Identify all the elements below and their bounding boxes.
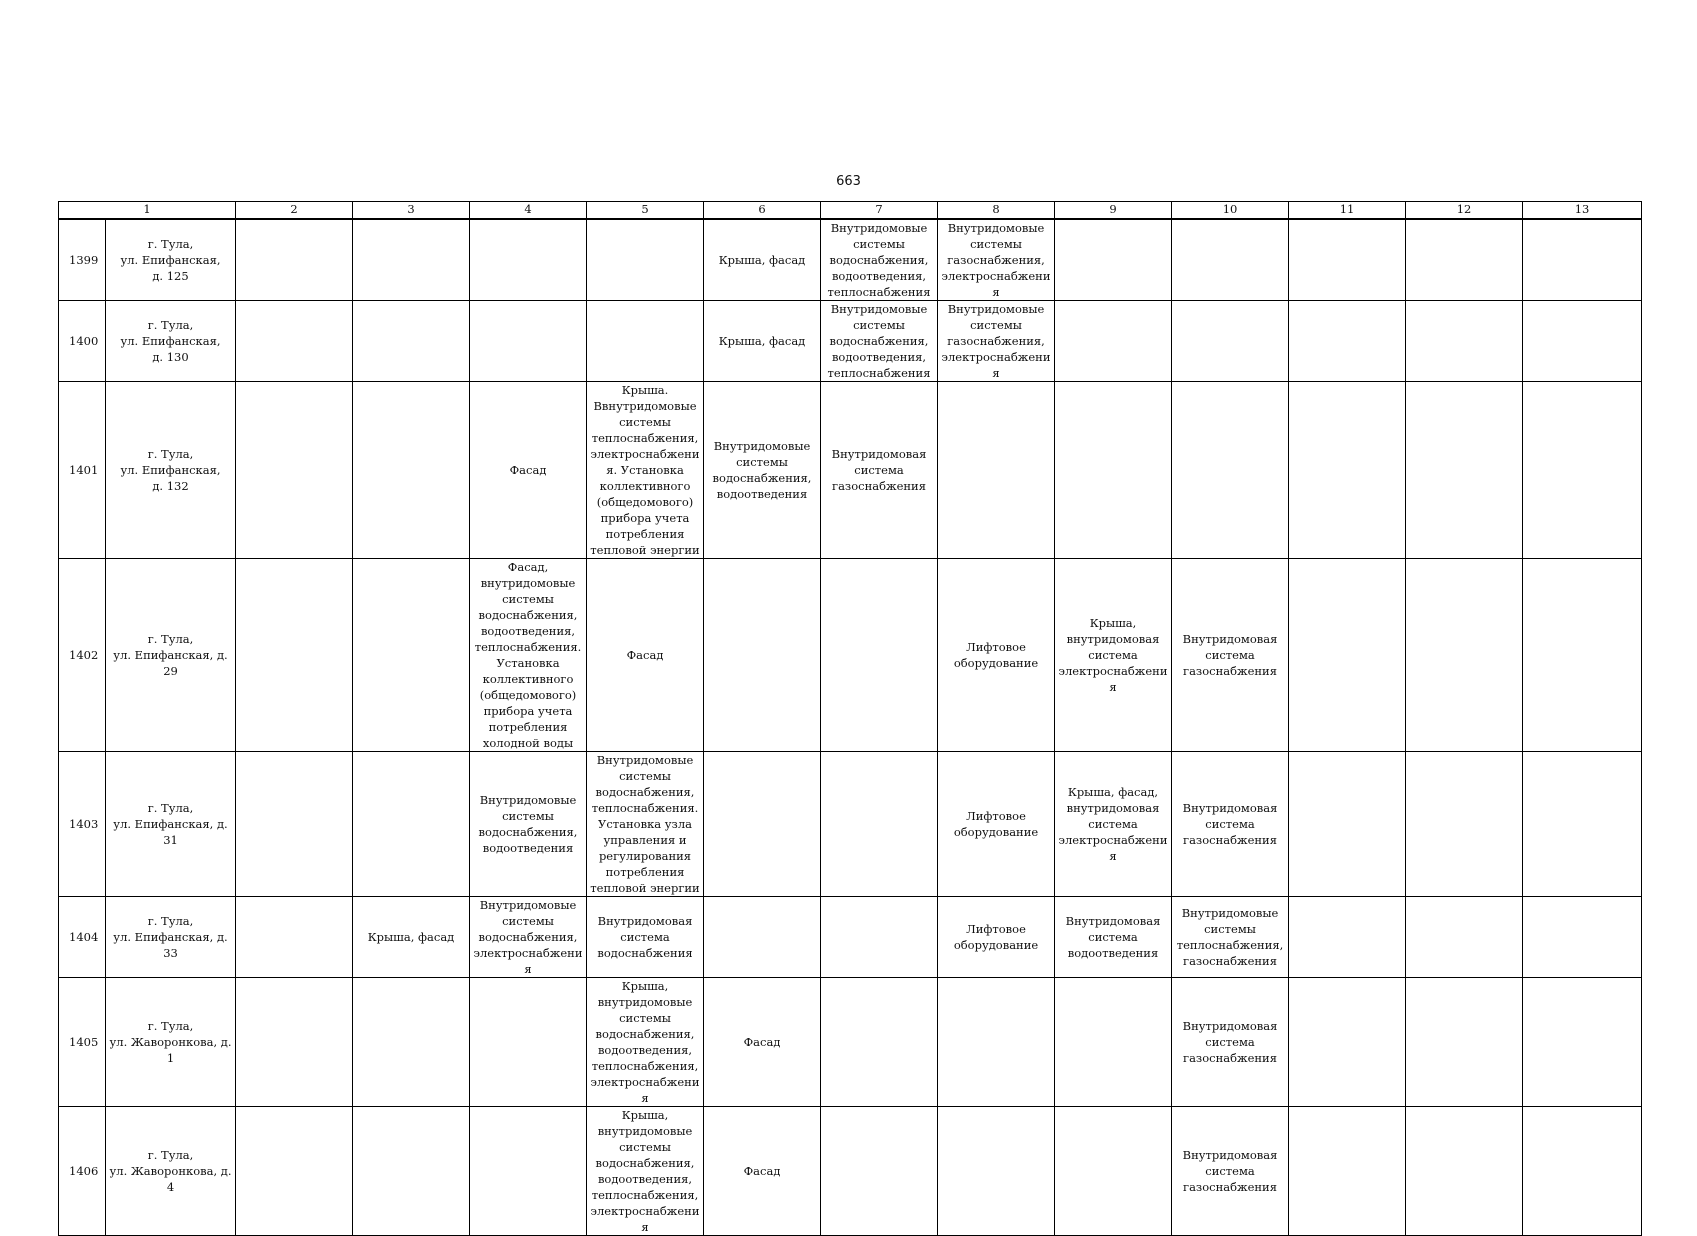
work-type-cell-col-10: Внутридомовая система газоснабжения [1172,752,1289,897]
column-header: 2 [236,202,353,220]
work-type-cell-col-11 [1289,897,1406,978]
work-type-cell-col-6: Фасад [704,1107,821,1236]
work-type-cell-col-3 [353,301,470,382]
work-type-cell-col-2 [236,559,353,752]
work-type-cell-col-9: Внутридомовая система водоотведения [1055,897,1172,978]
table-row [59,219,1642,301]
work-type-cell-col-4 [470,1107,587,1236]
work-type-cell-col-4: Внутридомовые системы водоснабжения, водоотведения [470,752,587,897]
table-row [59,897,1642,978]
work-type-cell-col-13 [1523,559,1642,752]
work-type-cell-col-8: Внутридомовые системы газоснабжения, электроснабжения [938,301,1055,382]
work-type-cell-col-8 [938,1107,1055,1236]
work-type-cell-col-2 [236,301,353,382]
column-header: 4 [470,202,587,220]
column-header: 13 [1523,202,1642,220]
work-type-cell-col-9 [1055,382,1172,559]
work-type-cell-col-6 [704,752,821,897]
address-cell: г. Тула, ул. Жаворонкова, д. 4 [106,1107,236,1236]
work-type-cell-col-6 [704,897,821,978]
work-type-cell-col-6 [704,559,821,752]
column-number-header-row [59,202,1642,220]
work-type-cell-col-5: Крыша, внутридомовые системы водоснабжения, водоотведения, теплоснабжения, электроснабжения [587,1107,704,1236]
column-header: 1 [59,202,236,220]
work-type-cell-col-11 [1289,219,1406,301]
work-type-cell-col-7: Внутридомовая система газоснабжения [821,382,938,559]
work-type-cell-col-11 [1289,1107,1406,1236]
work-type-cell-col-7 [821,1107,938,1236]
repair-schedule-table [58,201,1642,1236]
work-type-cell-col-7 [821,752,938,897]
address-cell: г. Тула, ул. Епифанская, д. 31 [106,752,236,897]
work-type-cell-col-4 [470,978,587,1107]
work-type-cell-col-13 [1523,301,1642,382]
address-cell: г. Тула, ул. Епифанская, д. 130 [106,301,236,382]
row-number-cell: 1406 [59,1107,106,1236]
table-row [59,978,1642,1107]
work-type-cell-col-5: Фасад [587,559,704,752]
work-type-cell-col-4: Фасад [470,382,587,559]
work-type-cell-col-11 [1289,559,1406,752]
work-type-cell-col-10 [1172,382,1289,559]
work-type-cell-col-2 [236,897,353,978]
work-type-cell-col-8: Внутридомовые системы газоснабжения, электроснабжения [938,219,1055,301]
work-type-cell-col-7 [821,559,938,752]
work-type-cell-col-5: Внутридомовые системы водоснабжения, теплоснабжения. Установка узла управления и регулирования потребления тепловой энергии [587,752,704,897]
work-type-cell-col-10: Внутридомовая система газоснабжения [1172,978,1289,1107]
work-type-cell-col-4: Внутридомовые системы водоснабжения, электроснабжения [470,897,587,978]
work-type-cell-col-5: Крыша. Ввнутридомовые системы теплоснабжения, электроснабжения. Установка коллективного (общедомового) прибора учета потребления тепловой энергии [587,382,704,559]
work-type-cell-col-4: Фасад, внутридомовые системы водоснабжения, водоотведения, теплоснабжения. Установка коллективного (общедомового) прибора учета потребления холодной воды [470,559,587,752]
work-type-cell-col-9 [1055,219,1172,301]
work-type-cell-col-3 [353,219,470,301]
work-type-cell-col-3 [353,1107,470,1236]
work-type-cell-col-9 [1055,978,1172,1107]
work-type-cell-col-10: Внутридомовые системы теплоснабжения, газоснабжения [1172,897,1289,978]
work-type-cell-col-3 [353,752,470,897]
work-type-cell-col-11 [1289,301,1406,382]
work-type-cell-col-8: Лифтовое оборудование [938,897,1055,978]
work-type-cell-col-13 [1523,1107,1642,1236]
work-type-cell-col-7 [821,978,938,1107]
work-type-cell-col-11 [1289,752,1406,897]
work-type-cell-col-9 [1055,301,1172,382]
address-cell: г. Тула, ул. Епифанская, д. 29 [106,559,236,752]
column-header: 11 [1289,202,1406,220]
work-type-cell-col-10 [1172,219,1289,301]
table-row [59,752,1642,897]
work-type-cell-col-2 [236,978,353,1107]
work-type-cell-col-5: Крыша, внутридомовые системы водоснабжения, водоотведения, теплоснабжения, электроснабжения [587,978,704,1107]
table-row [59,301,1642,382]
address-cell: г. Тула, ул. Епифанская, д. 132 [106,382,236,559]
row-number-cell: 1402 [59,559,106,752]
work-type-cell-col-13 [1523,978,1642,1107]
work-type-cell-col-13 [1523,752,1642,897]
column-header: 8 [938,202,1055,220]
address-cell: г. Тула, ул. Епифанская, д. 125 [106,219,236,301]
work-type-cell-col-9: Крыша, фасад, внутридомовая система электроснабжения [1055,752,1172,897]
work-type-cell-col-12 [1406,382,1523,559]
row-number-cell: 1404 [59,897,106,978]
table-row [59,382,1642,559]
work-type-cell-col-12 [1406,978,1523,1107]
work-type-cell-col-9: Крыша, внутридомовая система электроснабжения [1055,559,1172,752]
work-type-cell-col-10 [1172,301,1289,382]
work-type-cell-col-13 [1523,382,1642,559]
work-type-cell-col-6: Крыша, фасад [704,219,821,301]
work-type-cell-col-3 [353,559,470,752]
row-number-cell: 1403 [59,752,106,897]
row-number-cell: 1405 [59,978,106,1107]
work-type-cell-col-8 [938,382,1055,559]
column-header: 12 [1406,202,1523,220]
work-type-cell-col-13 [1523,219,1642,301]
work-type-cell-col-7: Внутридомовые системы водоснабжения, водоотведения, теплоснабжения [821,301,938,382]
work-type-cell-col-13 [1523,897,1642,978]
work-type-cell-col-10: Внутридомовая система газоснабжения [1172,1107,1289,1236]
work-type-cell-col-3 [353,978,470,1107]
work-type-cell-col-6: Фасад [704,978,821,1107]
work-type-cell-col-5 [587,219,704,301]
row-number-cell: 1401 [59,382,106,559]
table-row [59,1107,1642,1236]
column-header: 10 [1172,202,1289,220]
page-number: 663 [836,174,861,189]
work-type-cell-col-2 [236,752,353,897]
work-type-cell-col-7 [821,897,938,978]
address-cell: г. Тула, ул. Епифанская, д. 33 [106,897,236,978]
work-type-cell-col-12 [1406,1107,1523,1236]
work-type-cell-col-11 [1289,382,1406,559]
address-cell: г. Тула, ул. Жаворонкова, д. 1 [106,978,236,1107]
work-type-cell-col-9 [1055,1107,1172,1236]
work-type-cell-col-7: Внутридомовые системы водоснабжения, водоотведения, теплоснабжения [821,219,938,301]
column-header: 3 [353,202,470,220]
column-header: 9 [1055,202,1172,220]
work-type-cell-col-4 [470,301,587,382]
row-number-cell: 1399 [59,219,106,301]
work-type-cell-col-8 [938,978,1055,1107]
work-type-cell-col-2 [236,382,353,559]
row-number-cell: 1400 [59,301,106,382]
column-header: 6 [704,202,821,220]
work-type-cell-col-10: Внутридомовая система газоснабжения [1172,559,1289,752]
work-type-cell-col-5 [587,301,704,382]
work-type-cell-col-12 [1406,897,1523,978]
column-header: 5 [587,202,704,220]
work-type-cell-col-5: Внутридомовая система водоснабжения [587,897,704,978]
work-type-cell-col-6: Внутридомовые системы водоснабжения, водоотведения [704,382,821,559]
work-type-cell-col-12 [1406,559,1523,752]
work-type-cell-col-6: Крыша, фасад [704,301,821,382]
table-row [59,559,1642,752]
work-type-cell-col-3: Крыша, фасад [353,897,470,978]
work-type-cell-col-8: Лифтовое оборудование [938,752,1055,897]
work-type-cell-col-12 [1406,752,1523,897]
column-header: 7 [821,202,938,220]
work-type-cell-col-2 [236,1107,353,1236]
work-type-cell-col-11 [1289,978,1406,1107]
work-type-cell-col-4 [470,219,587,301]
work-type-cell-col-3 [353,382,470,559]
work-type-cell-col-12 [1406,219,1523,301]
work-type-cell-col-2 [236,219,353,301]
work-type-cell-col-8: Лифтовое оборудование [938,559,1055,752]
work-type-cell-col-12 [1406,301,1523,382]
